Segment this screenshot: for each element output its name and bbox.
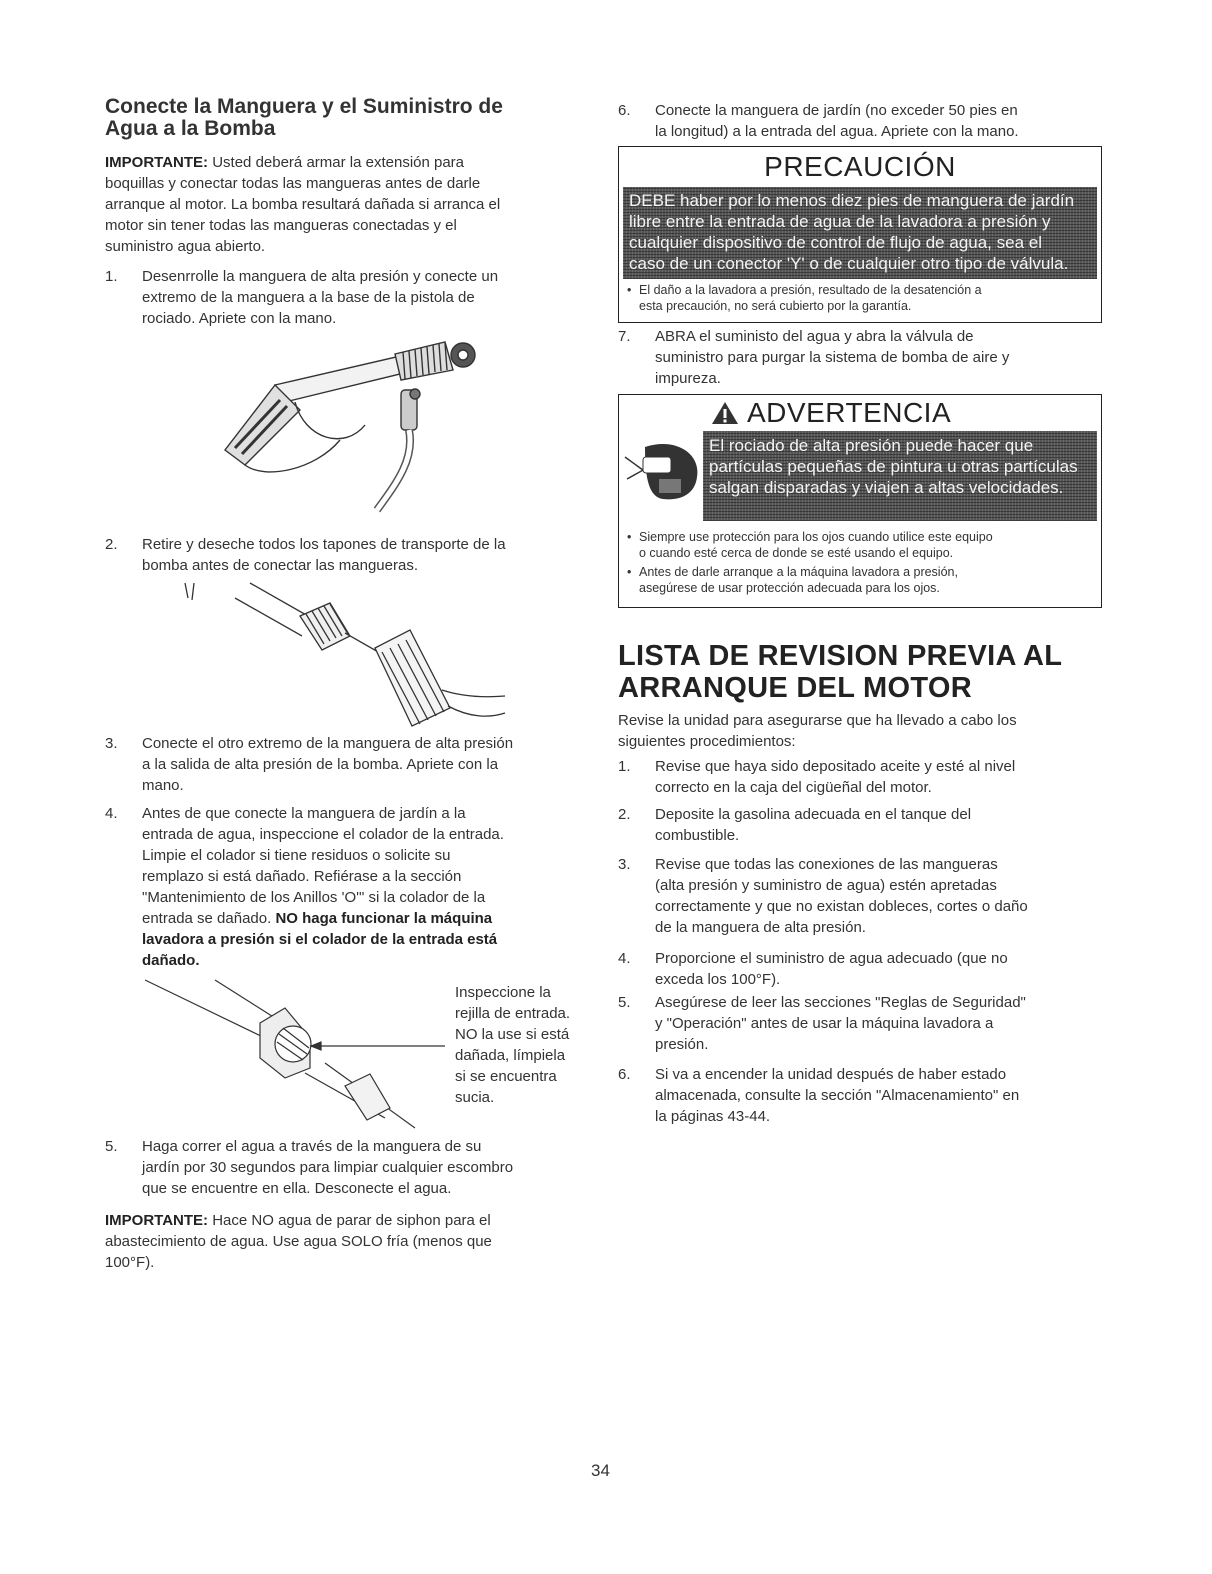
warning-bullet: • Antes de darle arranque a la máquina lavadora a presión, asegúrese de usar protección adecuada para los ojos. — [625, 564, 1095, 596]
caution-bullets — [619, 279, 1101, 317]
important-note-1: IMPORTANTE: Usted deberá armar la extensión para boquillas y conectar todas las mangueras antes de darle arranque al motor. La bomba resultará dañada si arranca el motor sin tener todas las mangueras conectadas y el suministro agua abierto. — [105, 154, 501, 255]
checklist-intro: Revise la unidad para asegurarse que ha llevado a cabo los siguientes procedimientos: — [618, 712, 1017, 750]
caution-box — [618, 146, 1102, 323]
section-heading-hose: Conecte la Manguera y el Suministro de Agua a la Bomba — [105, 95, 503, 140]
warning-bullet: • Siempre use protección para los ojos cuando utilice este equipo o cuando esté cerca de donde se esté usando el equipo. — [625, 529, 1095, 561]
warning-box — [618, 394, 1102, 608]
caution-warning-text: DEBE haber por lo menos diez pies de manguera de jardín libre entre la entrada de agua de la lavadora a presión y cualquier dispositivo de control de flujo de agua, sea el caso de un conector 'Y' o de cualquier otro tipo de válvula. — [623, 187, 1097, 279]
hose-pump-illustration — [180, 578, 510, 738]
warning-title: ADVERTENCIA — [747, 397, 952, 428]
caution-title: PRECAUCIÓN — [764, 151, 956, 182]
eye-protection-icon — [623, 439, 703, 503]
warning-hatch-text: El rociado de alta presión puede hacer que partículas pequeñas de pintura u otras partículas salgan disparadas y viajen a altas velocidades. — [703, 431, 1097, 521]
important-label: IMPORTANTE: — [105, 154, 209, 171]
warning-triangle-icon — [711, 401, 739, 425]
inlet-screen-illustration — [145, 978, 455, 1138]
checklist-heading: LISTA DE REVISION PREVIA AL ARRANQUE DEL MOTOR — [618, 640, 1063, 704]
inlet-screen-callout: Inspeccione la rejilla de entrada. NO la use si está dañada, límpiela si se encuentra sucia. — [455, 984, 571, 1106]
warning-bullets — [619, 513, 1101, 598]
page-number: 34 — [591, 1461, 610, 1480]
caution-bullet: • El daño a la lavadora a presión, resultado de la desatención a esta precaución, no será cubierto por la garantía. — [625, 282, 1095, 314]
spray-gun-illustration — [205, 330, 505, 515]
important-note-2: IMPORTANTE: Hace NO agua de parar de siphon para el abastecimiento de agua. Use agua SOLO fría (menos que 100°F). — [105, 1212, 492, 1271]
important-label: IMPORTANTE: — [105, 1212, 209, 1229]
